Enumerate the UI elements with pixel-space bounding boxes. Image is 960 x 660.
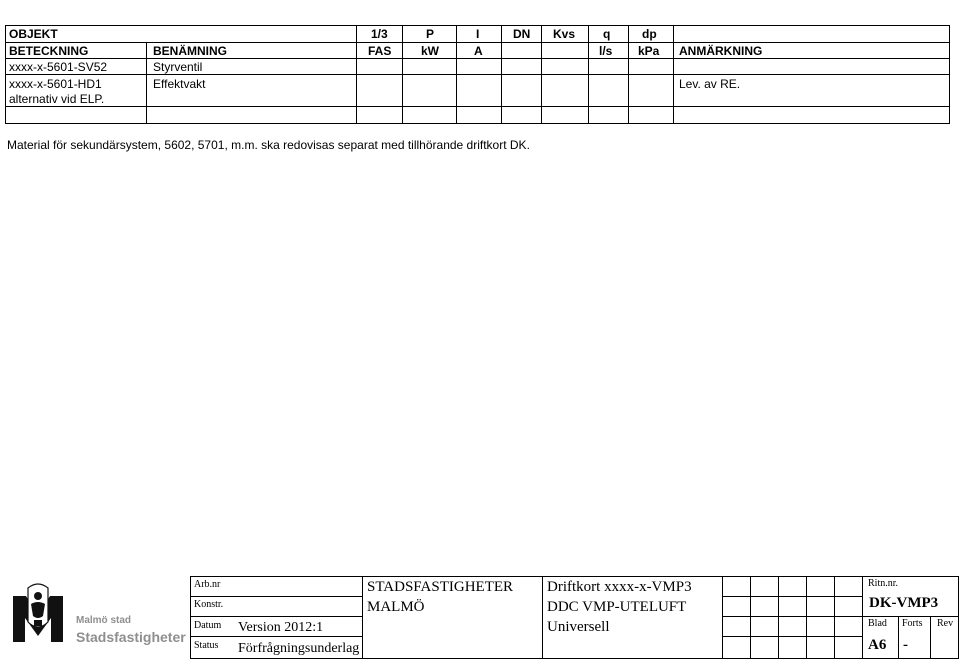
objekt-label: OBJEKT — [9, 27, 58, 41]
row1-benamning: Styrventil — [153, 60, 203, 74]
blad-value: A6 — [868, 637, 887, 653]
drawing-title: Driftkort xxxx-x-VMP3 — [547, 579, 692, 595]
header-fraction: 1/3 — [371, 27, 388, 41]
unit-ls: l/s — [599, 44, 613, 58]
status-label: Status — [194, 640, 219, 651]
unit-a: A — [474, 44, 483, 58]
forts-label: Forts — [902, 618, 923, 629]
drawing-variant: Universell — [547, 619, 610, 635]
drawing-subtitle: DDC VMP-UTELUFT — [547, 599, 687, 615]
ritnnr-label: Ritn.nr. — [868, 578, 899, 589]
row2-beteckning-note: alternativ vid ELP. — [9, 92, 105, 106]
org-city: MALMÖ — [367, 599, 425, 615]
ritnnr-value: DK-VMP3 — [869, 595, 939, 611]
logo-text-malmo-stad: Malmö stad — [76, 615, 132, 626]
rev-label: Rev — [937, 618, 954, 629]
unit-fas: FAS — [368, 44, 392, 58]
blad-label: Blad — [868, 618, 887, 629]
malmo-stad-logo — [10, 582, 188, 652]
datum-label: Datum — [194, 620, 222, 631]
datum-value: Version 2012:1 — [238, 620, 324, 635]
header-i: I — [476, 27, 480, 41]
status-value: Förfrågningsunderlag — [238, 641, 360, 656]
header-dp: dp — [642, 27, 657, 41]
row1-beteckning: xxxx-x-5601-SV52 — [9, 60, 108, 74]
row2-beteckning: xxxx-x-5601-HD1 — [9, 77, 102, 91]
header-p: P — [426, 27, 435, 41]
forts-value: - — [903, 637, 908, 653]
row2-anmarkning: Lev. av RE. — [679, 77, 741, 91]
beteckning-label: BETECKNING — [9, 44, 89, 58]
unit-kpa: kPa — [638, 44, 660, 58]
material-note: Material för sekundärsystem, 5602, 5701, m.m. ska redovisas separat med tillhörande driftkort DK. — [7, 138, 530, 152]
arbnr-label: Arb.nr — [194, 579, 221, 590]
header-q: q — [603, 27, 611, 41]
konstr-label: Konstr. — [194, 599, 224, 610]
header-dn: DN — [513, 27, 531, 41]
unit-kw: kW — [421, 44, 439, 58]
logo-text-stadsfastigheter: Stadsfastigheter — [76, 629, 186, 645]
row2-benamning: Effektvakt — [153, 77, 206, 91]
anmarkning-label: ANMÄRKNING — [679, 44, 763, 58]
org-name: STADSFASTIGHETER — [367, 579, 514, 595]
header-kvs: Kvs — [553, 27, 576, 41]
benamning-label: BENÄMNING — [153, 44, 227, 58]
